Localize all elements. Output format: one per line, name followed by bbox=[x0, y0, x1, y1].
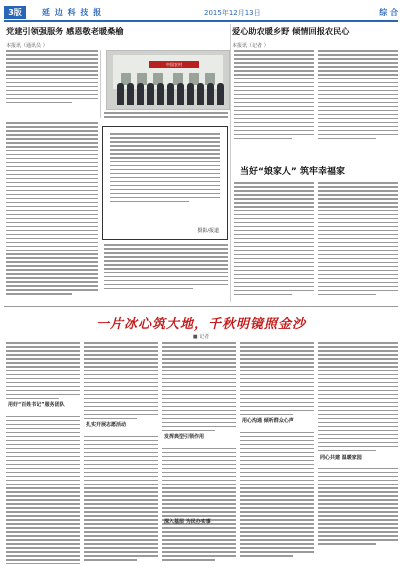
feature-subhead: 深入基层 为民办实事 bbox=[164, 519, 211, 525]
feature-byline: ■ 记者 bbox=[192, 334, 210, 340]
article-body-text bbox=[318, 50, 398, 160]
section-divider bbox=[4, 306, 398, 307]
feature-body-text bbox=[240, 342, 314, 564]
column-divider bbox=[230, 24, 231, 302]
article-body-text bbox=[6, 122, 98, 302]
feature-body-text bbox=[84, 342, 158, 564]
byline-party-building: 本报讯（通讯员 ） bbox=[6, 43, 48, 49]
headline-party-building: 党建引领强服务 感恩敬老暖桑榆 bbox=[6, 26, 124, 36]
building-sign: 中国农村 bbox=[149, 61, 199, 68]
feature-subhead: 发挥典型引领作用 bbox=[164, 434, 205, 440]
headline-family-support: 当好“娘家人” 筑牢幸福家 bbox=[240, 167, 345, 177]
page-header bbox=[4, 6, 398, 22]
article-body-text bbox=[234, 50, 314, 160]
issue-date: 2015年12月13日 bbox=[204, 9, 261, 17]
feature-subhead: 同心共建 温暖家园 bbox=[320, 455, 362, 461]
article-body-text bbox=[318, 182, 398, 302]
page-number: 3版 bbox=[4, 6, 26, 19]
feature-subhead: 扎实开展志愿活动 bbox=[86, 422, 127, 428]
article-body-text bbox=[104, 112, 228, 124]
feature-headline: 一片冰心筑大地，千秋明镜照金沙 bbox=[95, 317, 306, 332]
article-body-text bbox=[6, 50, 98, 118]
feature-body-text bbox=[162, 342, 236, 564]
byline-help-farmers: 本报讯（记者 ） bbox=[232, 43, 269, 49]
feature-body-text bbox=[318, 342, 398, 564]
article-body-text bbox=[234, 182, 314, 302]
newspaper-name: 延 边 科 技 报 bbox=[42, 8, 103, 17]
feature-subhead: 用好“百姓书记”服务团队 bbox=[8, 402, 65, 408]
feature-body-text bbox=[6, 342, 80, 564]
caption-author: 摄影/报道 bbox=[197, 228, 219, 234]
news-photo bbox=[106, 50, 230, 110]
column-divider bbox=[100, 50, 101, 118]
headline-help-farmers: 爱心助农暖乡野 倾情回报农民心 bbox=[232, 26, 350, 36]
section-name: 综 合 bbox=[379, 8, 398, 17]
photo-caption-box bbox=[102, 126, 228, 240]
feature-subhead: 用心沟通 倾听群众心声 bbox=[242, 418, 294, 424]
article-body-text bbox=[104, 244, 228, 302]
